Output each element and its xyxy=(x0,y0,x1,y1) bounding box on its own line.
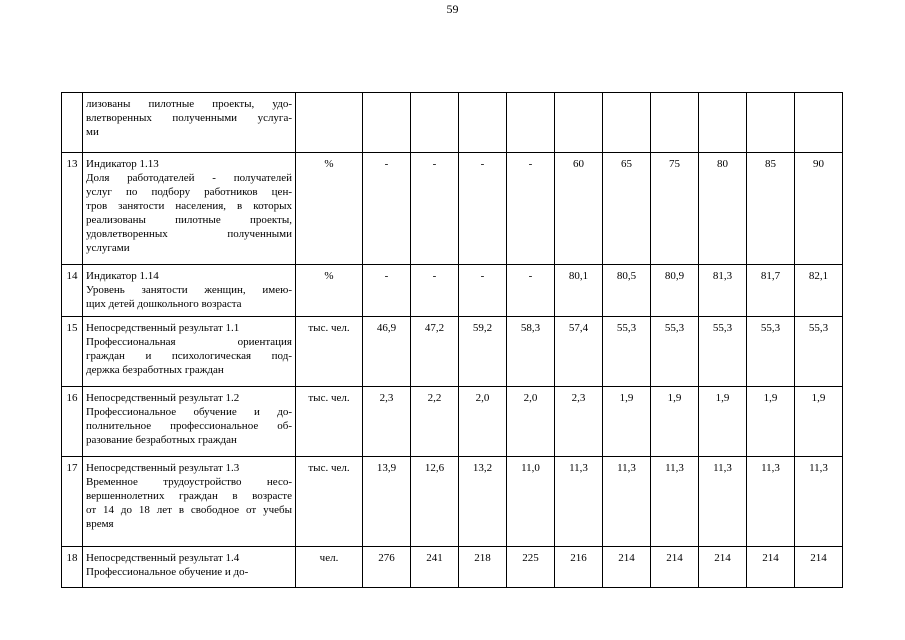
value-cell: 1,9 xyxy=(603,387,651,457)
indicator-title: Непосредственный результат 1.1 xyxy=(86,322,240,334)
indicator-title: Индикатор 1.14 xyxy=(86,270,159,282)
indicator-description xyxy=(83,387,296,457)
unit-cell: тыс. чел. xyxy=(296,387,363,457)
table-body xyxy=(62,93,843,588)
table-row xyxy=(62,317,843,387)
value-cell: 55,3 xyxy=(795,317,843,387)
value-cell: 58,3 xyxy=(507,317,555,387)
value-cell: 225 xyxy=(507,547,555,588)
value-cell: 218 xyxy=(459,547,507,588)
description-line: услуг по подбору работников цен- xyxy=(86,186,292,198)
description-line: от 14 до 18 лет в свободное от учебы xyxy=(86,504,292,516)
row-number: 13 xyxy=(62,153,83,265)
value-cell: 11,3 xyxy=(699,457,747,547)
value-cell: 214 xyxy=(603,547,651,588)
value-cell: - xyxy=(411,153,459,265)
indicator-description xyxy=(83,93,296,153)
value-cell: 216 xyxy=(555,547,603,588)
indicator-description xyxy=(83,265,296,317)
description-line: тров занятости населения, в которых xyxy=(86,200,292,212)
value-cell: 12,6 xyxy=(411,457,459,547)
value-cell: 11,3 xyxy=(603,457,651,547)
value-cell: 13,9 xyxy=(363,457,411,547)
description-line: Временное трудоустройство несо- xyxy=(86,476,292,488)
value-cell: 11,3 xyxy=(651,457,699,547)
value-cell: 47,2 xyxy=(411,317,459,387)
indicator-description xyxy=(83,547,296,588)
description-line: Уровень занятости женщин, имею- xyxy=(86,284,292,296)
value-cell: - xyxy=(507,153,555,265)
description-line: полнительное профессиональное об- xyxy=(86,420,292,432)
value-cell: 214 xyxy=(651,547,699,588)
description-line: граждан и психологическая под- xyxy=(86,350,292,362)
table-row xyxy=(62,153,843,265)
row-number: 18 xyxy=(62,547,83,588)
unit-cell: чел. xyxy=(296,547,363,588)
table-row xyxy=(62,265,843,317)
value-cell: 276 xyxy=(363,547,411,588)
value-cell xyxy=(507,93,555,153)
indicator-title: Непосредственный результат 1.2 xyxy=(86,392,240,404)
value-cell: 81,3 xyxy=(699,265,747,317)
indicator-title: Индикатор 1.13 xyxy=(86,158,159,170)
value-cell: 11,0 xyxy=(507,457,555,547)
value-cell xyxy=(411,93,459,153)
value-cell: 214 xyxy=(747,547,795,588)
value-cell: 2,3 xyxy=(555,387,603,457)
indicator-description xyxy=(83,457,296,547)
row-number: 15 xyxy=(62,317,83,387)
value-cell: 90 xyxy=(795,153,843,265)
value-cell: 13,2 xyxy=(459,457,507,547)
description-line: вершеннолетних граждан в возрасте xyxy=(86,490,292,502)
value-cell: - xyxy=(459,153,507,265)
page-number: 59 xyxy=(446,2,459,16)
indicator-description xyxy=(83,317,296,387)
description-line: держка безработных граждан xyxy=(86,364,224,376)
value-cell: 1,9 xyxy=(699,387,747,457)
value-cell xyxy=(603,93,651,153)
description-line: лизованы пилотные проекты, удо- xyxy=(86,98,292,110)
value-cell xyxy=(459,93,507,153)
value-cell: 85 xyxy=(747,153,795,265)
row-number: 17 xyxy=(62,457,83,547)
description-line: Профессиональное обучение и до- xyxy=(86,566,249,578)
description-line: ми xyxy=(86,126,99,138)
indicator-title: Непосредственный результат 1.3 xyxy=(86,462,240,474)
value-cell xyxy=(747,93,795,153)
value-cell: 57,4 xyxy=(555,317,603,387)
unit-cell: % xyxy=(296,153,363,265)
value-cell: - xyxy=(363,153,411,265)
value-cell: 1,9 xyxy=(651,387,699,457)
row-number: 16 xyxy=(62,387,83,457)
table-row xyxy=(62,387,843,457)
value-cell: 2,3 xyxy=(363,387,411,457)
description-line: реализованы пилотные проекты, xyxy=(86,214,292,226)
value-cell: 55,3 xyxy=(747,317,795,387)
value-cell: 80,9 xyxy=(651,265,699,317)
value-cell: 59,2 xyxy=(459,317,507,387)
description-line: Доля работодателей - получателей xyxy=(86,172,292,184)
value-cell: 81,7 xyxy=(747,265,795,317)
description-line: удовлетворенных полученными xyxy=(86,228,292,240)
value-cell: 11,3 xyxy=(747,457,795,547)
value-cell: 46,9 xyxy=(363,317,411,387)
value-cell: - xyxy=(459,265,507,317)
description-line: время xyxy=(86,518,114,530)
value-cell: 80,5 xyxy=(603,265,651,317)
table-row xyxy=(62,547,843,588)
value-cell: 2,0 xyxy=(507,387,555,457)
indicator-title: Непосредственный результат 1.4 xyxy=(86,552,240,564)
value-cell: 55,3 xyxy=(603,317,651,387)
description-line: влетворенных полученными услуга- xyxy=(86,112,292,124)
description-line: Профессиональное обучение и до- xyxy=(86,406,292,418)
description-line: щих детей дошкольного возраста xyxy=(86,298,242,310)
value-cell: 80 xyxy=(699,153,747,265)
value-cell: 82,1 xyxy=(795,265,843,317)
row-number xyxy=(62,93,83,153)
table-row xyxy=(62,457,843,547)
value-cell xyxy=(651,93,699,153)
value-cell: 55,3 xyxy=(699,317,747,387)
value-cell: 241 xyxy=(411,547,459,588)
value-cell: 214 xyxy=(699,547,747,588)
value-cell xyxy=(363,93,411,153)
value-cell: - xyxy=(363,265,411,317)
value-cell xyxy=(699,93,747,153)
value-cell: - xyxy=(411,265,459,317)
indicators-table xyxy=(61,92,843,588)
table-row xyxy=(62,93,843,153)
value-cell: - xyxy=(507,265,555,317)
description-line: услугами xyxy=(86,242,130,254)
unit-cell xyxy=(296,93,363,153)
value-cell: 1,9 xyxy=(747,387,795,457)
value-cell: 2,0 xyxy=(459,387,507,457)
unit-cell: тыс. чел. xyxy=(296,457,363,547)
description-line: разование безработных граждан xyxy=(86,434,237,446)
unit-cell: тыс. чел. xyxy=(296,317,363,387)
value-cell: 214 xyxy=(795,547,843,588)
value-cell xyxy=(795,93,843,153)
value-cell: 80,1 xyxy=(555,265,603,317)
indicator-description xyxy=(83,153,296,265)
row-number: 14 xyxy=(62,265,83,317)
unit-cell: % xyxy=(296,265,363,317)
value-cell: 2,2 xyxy=(411,387,459,457)
value-cell xyxy=(555,93,603,153)
value-cell: 55,3 xyxy=(651,317,699,387)
value-cell: 1,9 xyxy=(795,387,843,457)
value-cell: 11,3 xyxy=(555,457,603,547)
value-cell: 60 xyxy=(555,153,603,265)
description-line: Профессиональная ориентация xyxy=(86,336,292,348)
value-cell: 65 xyxy=(603,153,651,265)
value-cell: 11,3 xyxy=(795,457,843,547)
value-cell: 75 xyxy=(651,153,699,265)
